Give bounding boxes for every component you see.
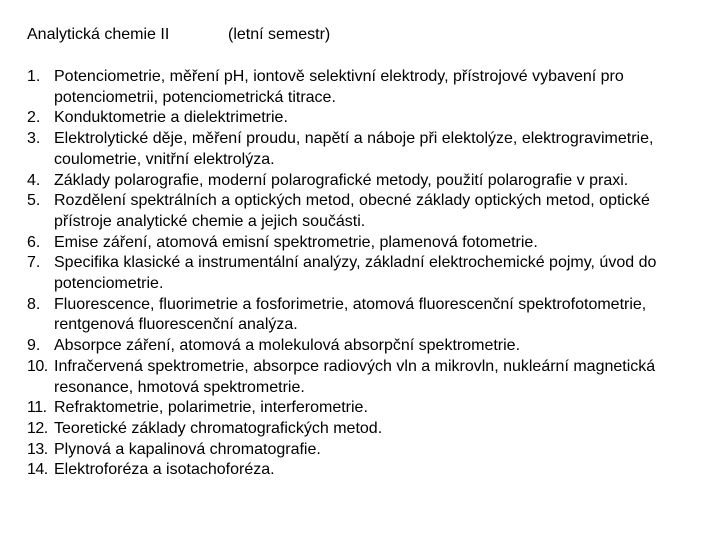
topic-item: [27, 253, 697, 294]
topic-text: Elektrolytické děje, měření proudu, napětí a náboje při elektolýze, elektrogravimetrie, coulometrie, vnitřní elektrolýza.: [54, 130, 654, 168]
topic-item: [27, 357, 697, 398]
topic-text: Specifika klasické a instrumentální analýzy, základní elektrochemické pojmy, úvod do potenciometrie.: [54, 254, 657, 293]
page-header: [27, 25, 331, 45]
topic-item: [27, 440, 697, 461]
topic-text: Absorpce záření, atomová a molekulová absorpční spektrometrie.: [54, 337, 521, 355]
topic-number: 9.: [27, 337, 41, 355]
semester-label: (letní semestr): [228, 26, 331, 43]
topic-number: 1.: [27, 68, 41, 85]
topic-item: [27, 191, 697, 232]
topic-number: 8.: [27, 295, 41, 313]
topic-number: 3.: [27, 130, 41, 148]
topic-item: [27, 398, 697, 419]
topic-text: Teoretické základy chromatografických metod.: [54, 419, 383, 437]
topic-text: Potenciometrie, měření pH, iontově selektivní elektrody, přístrojové vybavení pro potenciometrii, potenciometrická titrace.: [54, 68, 624, 106]
topic-number: 10.: [27, 357, 48, 375]
topic-item: [27, 295, 697, 336]
topic-text: Refraktometrie, polarimetrie, interferometrie.: [54, 399, 368, 417]
topic-text: Konduktometrie a dielektrimetrie.: [54, 109, 288, 127]
topic-number: 5.: [27, 192, 41, 210]
topic-list: [27, 67, 697, 481]
topic-text: Rozdělení spektrálních a optických metod, obecné základy optických metod, optické přístroje analytické chemie a jejich součásti.: [54, 192, 650, 230]
topic-number: 7.: [27, 254, 41, 272]
topic-item: [27, 419, 697, 440]
topic-number: 13.: [27, 440, 48, 458]
topic-text: Emise záření, atomová emisní spektrometrie, plamenová fotometrie.: [54, 233, 538, 251]
topic-text: Základy polarografie, moderní polarografické metody, použití polarografie v praxi.: [54, 171, 629, 189]
topic-item: [27, 336, 697, 357]
topic-text: Infračervená spektrometrie, absorpce radiových vln a mikrovln, nukleární magnetická resonance, hmotová spektrometrie.: [54, 357, 656, 396]
topic-number: 6.: [27, 233, 41, 251]
topic-item: [27, 171, 697, 192]
topic-number: 12.: [27, 419, 48, 437]
topic-item: [27, 233, 697, 254]
topic-number: 11.: [27, 399, 47, 417]
topic-item: [27, 67, 697, 108]
course-title: Analytická chemie II: [27, 26, 170, 43]
topic-number: 14.: [27, 461, 48, 479]
topic-text: Elektroforéza a isotachoforéza.: [54, 461, 275, 479]
topic-text: Fluorescence, fluorimetrie a fosforimetrie, atomová fluorescenční spektrofotometrie, rentgenová fluorescenční analýza.: [54, 295, 647, 334]
topic-item: [27, 129, 697, 170]
topic-item: [27, 460, 697, 481]
topic-item: [27, 108, 697, 129]
topic-number: 2.: [27, 109, 41, 127]
topic-text: Plynová a kapalinová chromatografie.: [54, 440, 321, 458]
topic-number: 4.: [27, 171, 41, 189]
